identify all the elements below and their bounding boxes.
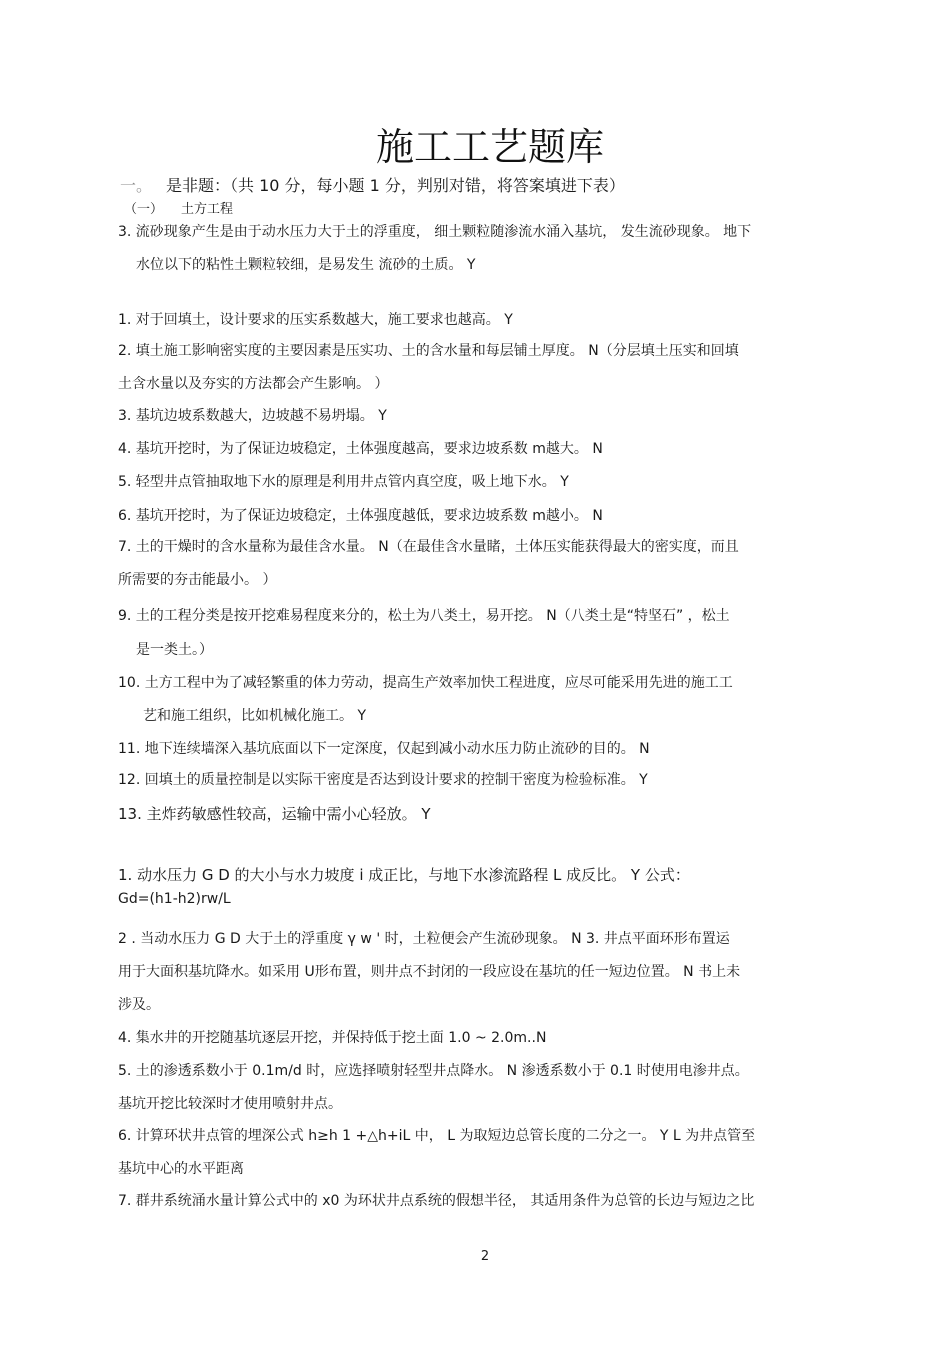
text-line: 1. 动水压力 G D 的大小与水力坡度 i 成正比，与地下水渗流路程 L 成反比。 Y 公式： [118,866,690,884]
text-line: 涉及。 [118,997,160,1013]
subsection-heading [124,201,233,219]
text-line: 12. 回填土的质量控制是以实际干密度是否达到设计要求的控制干密度为检验标准。 Y [118,772,648,788]
text-line: 6. 计算环状井点管的埋深公式 h≥h 1 +△h+iL 中， L 为取短边总管长度的二分之一。 Y L 为井点管至 [118,1128,756,1144]
text-line: 2. 填土施工影响密实度的主要因素是压实功、土的含水量和每层铺土厚度。 N（分层填土压实和回填 [118,343,739,359]
text-line: 11. 地下连续墙深入基坑底面以下一定深度，仅起到减小动水压力防止流砂的目的。 N [118,741,650,757]
page-title: 施工工艺题库 [375,125,604,169]
section-text: 是非题：（共 10 分，每小题 1 分，判别对错，将答案填进下表） [166,176,625,195]
text-line: Gd=(h1-h2)rw/L [118,891,231,907]
subsection-number: （一） [124,202,164,217]
text-line: 7. 群井系统涌水量计算公式中的 x0 为环状井点系统的假想半径， 其适用条件为总管的长边与短边之比 [118,1193,755,1209]
page-number: 2 [480,1249,490,1264]
section-number: 一。 [120,176,153,195]
text-line: 用于大面积基坑降水。如采用 U形布置，则井点不封闭的一段应设在基坑的任一短边位置。 N 书上未 [118,964,741,980]
text-line: 是一类土。） [136,642,213,658]
text-line: 3. 基坑边坡系数越大，边坡越不易坍塌。 Y [118,408,387,424]
text-line: 土含水量以及夯实的方法都会产生影响。 ） [118,376,389,392]
text-line: 3. 流砂现象产生是由于动水压力大于土的浮重度， 细土颗粒随渗流水涌入基坑， 发生流砂现象。 地下 [118,224,752,240]
text-line: 艺和施工组织，比如机械化施工。 Y [143,708,367,724]
subsection-text: 土方工程 [181,202,234,217]
text-line: 2 . 当动水压力 G D 大于土的浮重度 γ w ' 时，土粒便会产生流砂现象。 N 3. 井点平面环形布置运 [118,931,730,947]
text-line: 6. 基坑开挖时，为了保证边坡稳定，土体强度越低，要求边坡系数 m越小。 N [118,508,603,524]
text-line: 4. 基坑开挖时，为了保证边坡稳定，土体强度越高，要求边坡系数 m越大。 N [118,441,603,457]
text-line: 4. 集水井的开挖随基坑逐层开挖，并保持低于挖土面 1.0 ~ 2.0m..N [118,1030,547,1046]
text-line: 1. 对于回填土，设计要求的压实系数越大，施工要求也越高。 Y [118,312,513,328]
text-line: 7. 土的干燥时的含水量称为最佳含水量。 N（在最佳含水量睹，土体压实能获得最大的密实度，而且 [118,539,739,555]
text-line: 9. 土的工程分类是按开挖难易程度来分的，松土为八类土，易开挖。 N（八类土是“特坚石” ，松土 [118,608,730,624]
text-line: 水位以下的粘性土颗粒较细，是易发生 流砂的土质。 Y [136,257,476,273]
text-line: 所需要的夯击能最小。 ） [118,572,277,588]
text-line: 基坑开挖比较深时才使用喷射井点。 [118,1096,342,1112]
text-line: 5. 轻型井点管抽取地下水的原理是利用井点管内真空度，吸上地下水。 Y [118,474,569,490]
text-line: 10. 土方工程中为了减轻繁重的体力劳动，提高生产效率加快工程进度，应尽可能采用先进的施工工 [118,675,733,691]
text-line: 基坑中心的水平距离 [118,1161,244,1177]
text-line: 13. 主炸药敏感性较高，运输中需小心轻放。 Y [118,805,431,823]
text-line: 5. 土的渗透系数小于 0.1m/d 时，应选择喷射轻型井点降水。 N 渗透系数小于 0.1 时使用电渗井点。 [118,1063,749,1079]
section-heading [120,176,625,196]
